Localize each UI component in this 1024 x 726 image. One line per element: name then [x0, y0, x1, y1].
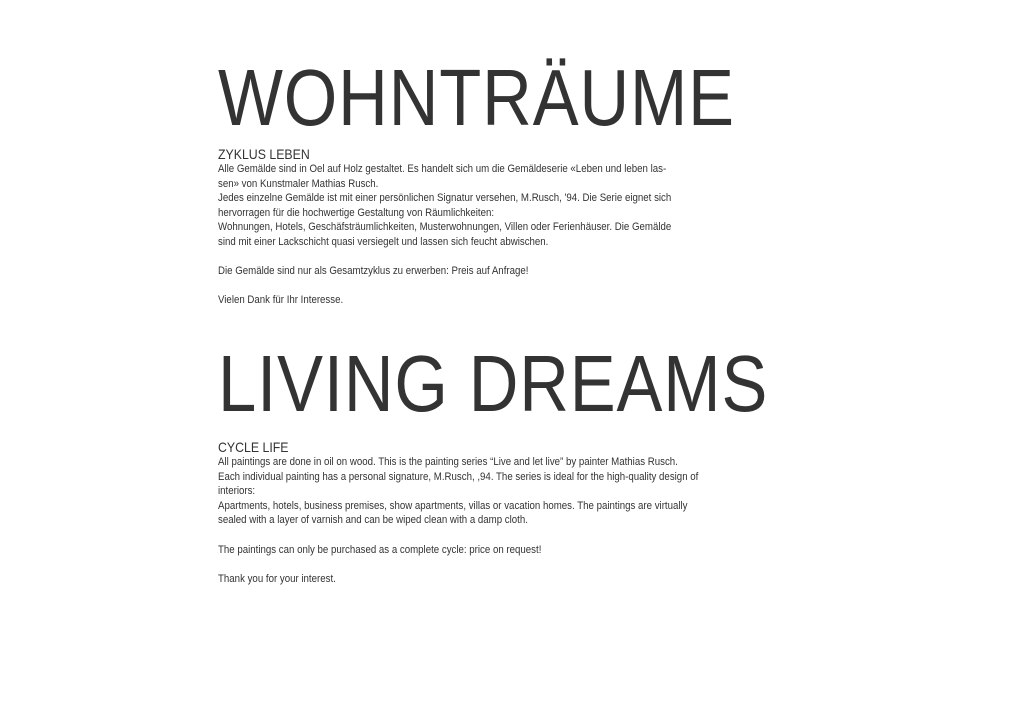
german-line-6: sind mit einer Lackschicht quasi versiegelt und lassen sich feucht abwischen.	[218, 235, 549, 248]
german-line-8: Die Gemälde sind nur als Gesamtzyklus zu erwerben: Preis auf Anfrage!	[218, 265, 529, 278]
english-line-9: Thank you for your interest.	[218, 572, 336, 585]
german-line-10: Vielen Dank für Ihr Interesse.	[218, 294, 344, 307]
english-line-8	[218, 557, 755, 572]
german-title: WOHNTRÄUME	[218, 53, 735, 142]
english-line-1: All paintings are done in oil on wood. This is the painting series “Live and let live” by painter Mathias Rusch.	[218, 456, 678, 468]
english-section	[218, 336, 858, 586]
english-body	[218, 455, 755, 586]
german-subtitle: ZYKLUS LEBEN	[218, 146, 310, 162]
english-title: LIVING DREAMS	[218, 339, 769, 428]
german-line-4: hervorragen für die hochwertige Gestaltung von Räumlichkeiten:	[218, 206, 495, 219]
german-line-9	[218, 279, 755, 294]
german-line-1: Alle Gemälde sind in Oel auf Holz gestaltet. Es handelt sich um die Gemäldeserie «Leben und leben las-	[218, 163, 667, 175]
german-line-3: Jedes einzelne Gemälde ist mit einer persönlichen Signatur versehen, M.Rusch, '94. Die Serie eignet sich	[218, 192, 672, 205]
english-line-5: sealed with a layer of varnish and can be wiped clean with a damp cloth.	[218, 514, 528, 527]
german-line-2: sen» von Kunstmaler Mathias Rusch.	[218, 177, 379, 190]
german-line-7	[218, 250, 755, 265]
german-section	[218, 50, 828, 308]
english-line-4: Apartments, hotels, business premises, show apartments, villas or vacation homes. The paintings are virtually	[218, 499, 688, 512]
german-body	[218, 162, 755, 308]
english-subtitle: CYCLE LIFE	[218, 439, 289, 455]
english-line-3: interiors:	[218, 485, 256, 498]
german-line-5: Wohnungen, Hotels, Geschäfsträumlichkeiten, Musterwohnungen, Villen oder Ferienhäuser. Die Gemälde	[218, 221, 672, 234]
english-line-7: The paintings can only be purchased as a complete cycle: price on request!	[218, 543, 542, 556]
english-line-2: Each individual painting has a personal signature, M.Rusch, ,94. The series is ideal for the high-quality design of	[218, 470, 699, 483]
english-line-6	[218, 528, 755, 543]
